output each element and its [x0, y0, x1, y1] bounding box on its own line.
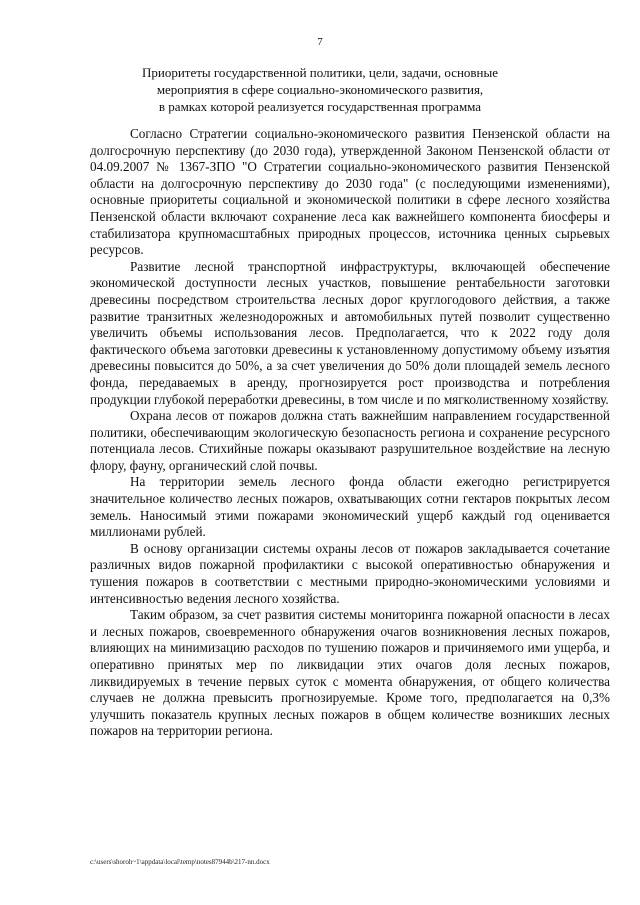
paragraph-fire-prevention: В основу организации системы охраны лесов от пожаров закладывается сочетание различных видов пожарной профилактики с высокой оперативностью обнаружения и тушения пожаров в соответствии с местными природно-экономическими условиями и интенсивностью ведения лесного хозяйства.	[90, 540, 610, 606]
section-heading	[120, 64, 520, 115]
page-number: 7	[317, 36, 323, 48]
paragraph-monitoring: Таким образом, за счет развития системы мониторинга пожарной опасности в лесах и лесных пожаров, своевременного обнаружения очагов возникновения лесных пожаров, влияющих на минимизацию расходов по тушению пожаров и причиняемого ими ущерба, и оперативно принятых мер по ликвидации этих очагов доля лесных пожаров, ликвидируемых в течение первых суток с момента обнаружения, от общего количества случаев не должна превысить прогнозируемые. Кроме того, предполагается на 0,3% улучшить показатель крупных лесных пожаров в общем количестве возникших лесных пожаров на территории региона.	[90, 607, 610, 739]
paragraph-strategy: Согласно Стратегии социально-экономического развития Пензенской области на долгосрочную перспективу (до 2030 года), утвержденной Законом Пензенской области от 04.09.2007 № 1367-ЗПО "О Стратегии социально-экономического развития Пензенской области на долгосрочную перспективу до 2030 года" (с последующими изменениями), основные приоритеты социальной и экономической политики в сфере лесного хозяйства Пензенской области включают сохранение леса как важнейшего компонента биосферы и стабилизатора крупномасштабных природных процессов, источника ценных сырьевых ресурсов.	[90, 126, 610, 258]
heading-line-1: Приоритеты государственной политики, цели, задачи, основные	[141, 65, 499, 80]
heading-line-3: в рамках которой реализуется государственная программа	[158, 99, 482, 114]
footer-file-path: c:\users\shoroh~1\appdata\local\temp\notes87944b\217-nn.docx	[90, 858, 270, 866]
paragraph-infrastructure: Развитие лесной транспортной инфраструктуры, включающей обеспечение экономической доступности лесных участков, повышение рентабельности заготовки древесины посредством строительства лесных дорог круглогодового действия, а также развитие транзитных железнодорожных и автомобильных путей позволит существенно увеличить объемы использования лесов. Предполагается, что к 2022 году доля фактического объема заготовки древесины к установленному допустимому объему изъятия древесины повысится до 50%, а за счет увеличения до 50% доли площадей земель лесного фонда, передаваемых в аренду, прогнозируется рост производства и потребления продукции глубокой переработки древесины, в том числе и по мягколиственному хозяйству.	[90, 258, 610, 407]
heading-line-2: мероприятия в сфере социально-экономического развития,	[156, 82, 484, 97]
paragraph-fire-protection: Охрана лесов от пожаров должна стать важнейшим направлением государственной политики, обеспечивающим экологическую безопасность региона и сохранение ресурсного потенциала лесов. Стихийные пожары оказывают разрушительное воздействие на лесную флору, фауну, органический слой почвы.	[90, 408, 610, 473]
body-text	[90, 126, 610, 740]
paragraph-fire-statistics: На территории земель лесного фонда области ежегодно регистрируется значительное количество лесных пожаров, охватывающих сотни гектаров покрытых лесом земель. Наносимый этими пожарами экономический ущерб каждый год оценивается миллионами рублей.	[90, 474, 610, 540]
